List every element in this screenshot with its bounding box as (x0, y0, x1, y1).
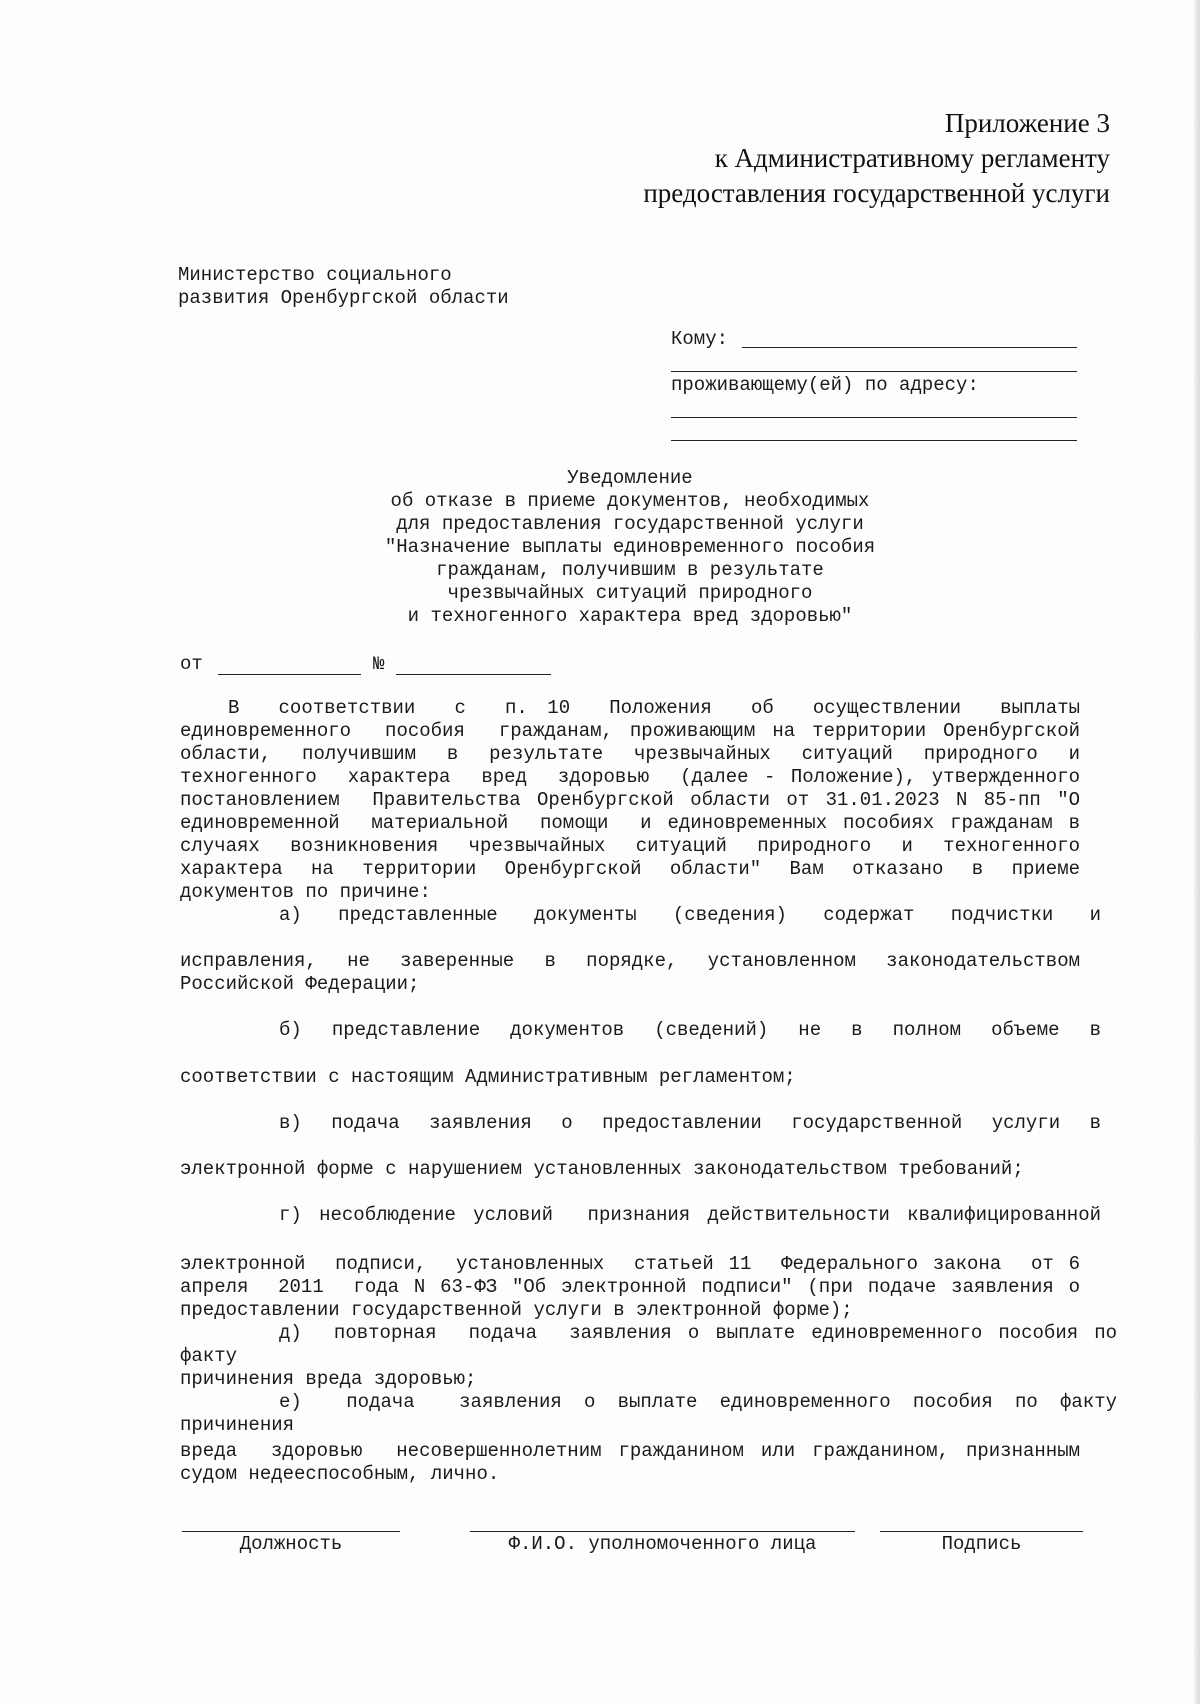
appendix-reference: к Административному регламенту (714, 143, 1110, 173)
number-field-line (396, 674, 551, 675)
reason-g-line3: апреля 2011 года N 63-ФЗ "Об электронной подписи" (при подаче заявления о (180, 1276, 1080, 1298)
reason-v-line1: в) подача заявления о предоставлении государственной услуги в (279, 1112, 1101, 1134)
reason-g-line2: электронной подписи, установленных статьей 11 Федерального закона от 6 (180, 1253, 1080, 1275)
reason-a-line3: Российской Федерации; (180, 973, 420, 995)
reason-e-line4: судом недееспособным, лично. (180, 1463, 500, 1485)
position-signature-line (182, 1531, 400, 1532)
reason-e-line1: е) подача заявления о выплате единовременного пособия по факту (279, 1391, 1117, 1413)
notice-title-line7: и техногенного характера вред здоровью" (407, 605, 853, 627)
address-label: проживающему(ей) по адресу: (671, 374, 979, 396)
reason-e-line2: причинения (180, 1414, 295, 1436)
name-signature-line (470, 1531, 855, 1532)
reason-d-line3: причинения вреда здоровью; (180, 1368, 477, 1390)
notice-title-line3: для предоставления государственной услуги (396, 513, 864, 535)
date-field-line (218, 674, 361, 675)
reason-b-line2: соответствии с настоящим Административным регламентом; (180, 1066, 796, 1088)
sign-signature-line (880, 1531, 1083, 1532)
reason-e-line3: вреда здоровью несовершеннолетним гражданином или гражданином, признанным (180, 1440, 1080, 1462)
reason-a-line1: а) представленные документы (сведения) содержат подчистки и (279, 904, 1101, 926)
position-label: Должность (239, 1533, 343, 1555)
reason-a-line2: исправления, не заверенные в порядке, установленном законодательством (180, 950, 1080, 972)
date-label: от (180, 653, 203, 675)
appendix-service: предоставления государственной услуги (643, 178, 1110, 208)
body-line: единовременного пособия гражданам, проживающим на территории Оренбургской (180, 720, 1080, 742)
number-label: № (373, 653, 385, 675)
body-line: характера на территории Оренбургской области" Вам отказано в приеме (180, 858, 1080, 880)
reason-d-line2: факту (180, 1345, 238, 1367)
body-line: техногенного характера вред здоровью (далее - Положение), утвержденного (180, 766, 1080, 788)
body-line: постановлением Правительства Оренбургской области от 31.01.2023 N 85-пп "О (180, 789, 1080, 811)
notice-title-line4: "Назначение выплаты единовременного пособия (384, 536, 876, 558)
address-line-2 (671, 440, 1077, 441)
reason-v-line2: электронной форме с нарушением установленных законодательством требований; (180, 1158, 1024, 1180)
notice-title-line2: об отказе в приеме документов, необходимых (390, 490, 870, 512)
body-line: единовременной материальной помощи и единовременных пособиях гражданам в (180, 812, 1080, 834)
reason-d-line1: д) повторная подача заявления о выплате единовременного пособия по (279, 1322, 1117, 1344)
notice-title: Уведомление (567, 467, 693, 489)
notice-title-line6: чрезвычайных ситуаций природного (447, 582, 813, 604)
notice-title-line5: гражданам, получившим в результате (436, 559, 824, 581)
signature-label: Подпись (941, 1533, 1022, 1555)
appendix-title: Приложение 3 (944, 108, 1110, 138)
reason-g-line1: г) несоблюдение условий признания действительности квалифицированной (279, 1204, 1101, 1226)
ministry-name-line1: Министерство социального (178, 264, 452, 286)
reason-b-line1: б) представление документов (сведений) не в полном объеме в (279, 1019, 1101, 1041)
body-line: случаях возникновения чрезвычайных ситуаций природного и техногенного (180, 835, 1080, 857)
page-edge-shadow (1194, 0, 1200, 1704)
ministry-name-line2: развития Оренбургской области (178, 287, 509, 309)
to-field-line-2 (671, 371, 1077, 372)
address-line-1 (671, 417, 1077, 418)
body-line: области, получившим в результате чрезвычайных ситуаций природного и (180, 743, 1080, 765)
authorized-person-name-label: Ф.И.О. уполномоченного лица (508, 1533, 817, 1555)
reason-g-line4: предоставлении государственной услуги в электронной форме); (180, 1299, 853, 1321)
body-line: документов по причине: (180, 881, 431, 903)
to-label: Кому: (671, 328, 729, 350)
to-field-line (742, 347, 1077, 348)
body-line: В соответствии с п. 10 Положения об осуществлении выплаты (228, 697, 1080, 719)
